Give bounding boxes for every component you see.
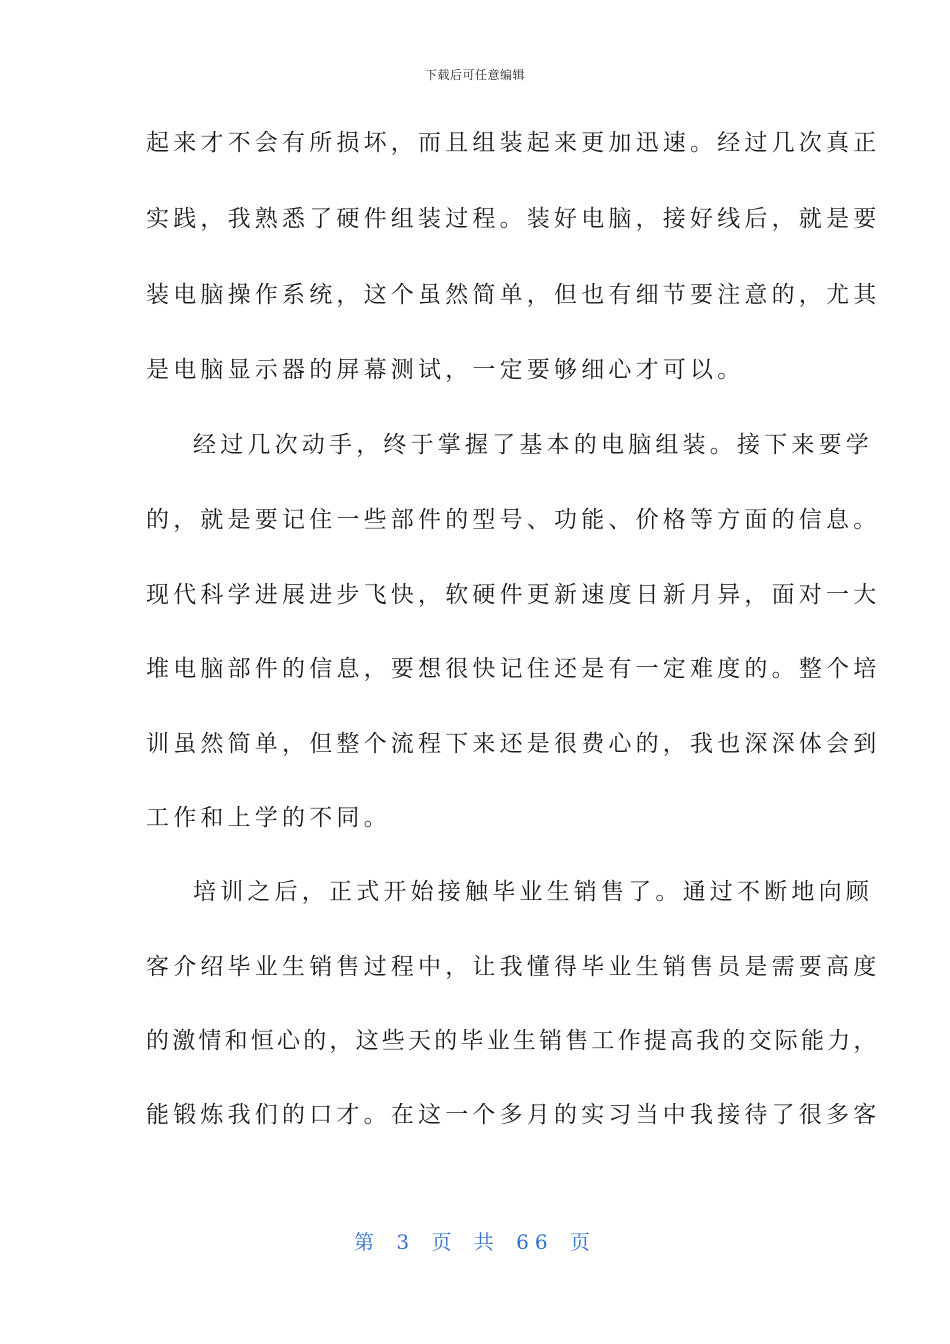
body-line: 工作和上学的不同。	[146, 805, 391, 831]
body-line: 装电脑操作系统，这个虽然简单，但也有细节要注意的，尤其	[146, 282, 881, 308]
body-line: 现代科学进展进步飞快，软硬件更新速度日新月异，面对一大	[146, 582, 881, 608]
body-line: 是电脑显示器的屏幕测试，一定要够细心才可以。	[146, 357, 745, 383]
paragraph-first-line: 培训之后，正式开始接触毕业生销售了。通过不断地向顾	[193, 879, 873, 905]
page-number-footer: 第 3 页 共 66 页	[354, 1230, 596, 1254]
body-line: 能锻炼我们的口才。在这一个多月的实习当中我接待了很多客	[146, 1102, 881, 1128]
body-line: 起来才不会有所损坏，而且组装起来更加迅速。经过几次真正	[146, 130, 881, 156]
page-header: 下载后可任意编辑	[424, 68, 525, 82]
body-line: 训虽然简单，但整个流程下来还是很费心的，我也深深体会到	[146, 731, 881, 757]
body-line: 的，就是要记住一些部件的型号、功能、价格等方面的信息。	[146, 507, 881, 533]
body-line: 堆电脑部件的信息，要想很快记住还是有一定难度的。整个培	[146, 656, 881, 682]
body-line: 的激情和恒心的，这些天的毕业生销售工作提高我的交际能力，	[146, 1028, 880, 1054]
body-line: 实践，我熟悉了硬件组装过程。装好电脑，接好线后，就是要	[146, 206, 881, 232]
body-line: 客介绍毕业生销售过程中，让我懂得毕业生销售员是需要高度	[146, 954, 881, 980]
paragraph-first-line: 经过几次动手，终于掌握了基本的电脑组装。接下来要学	[193, 432, 873, 458]
